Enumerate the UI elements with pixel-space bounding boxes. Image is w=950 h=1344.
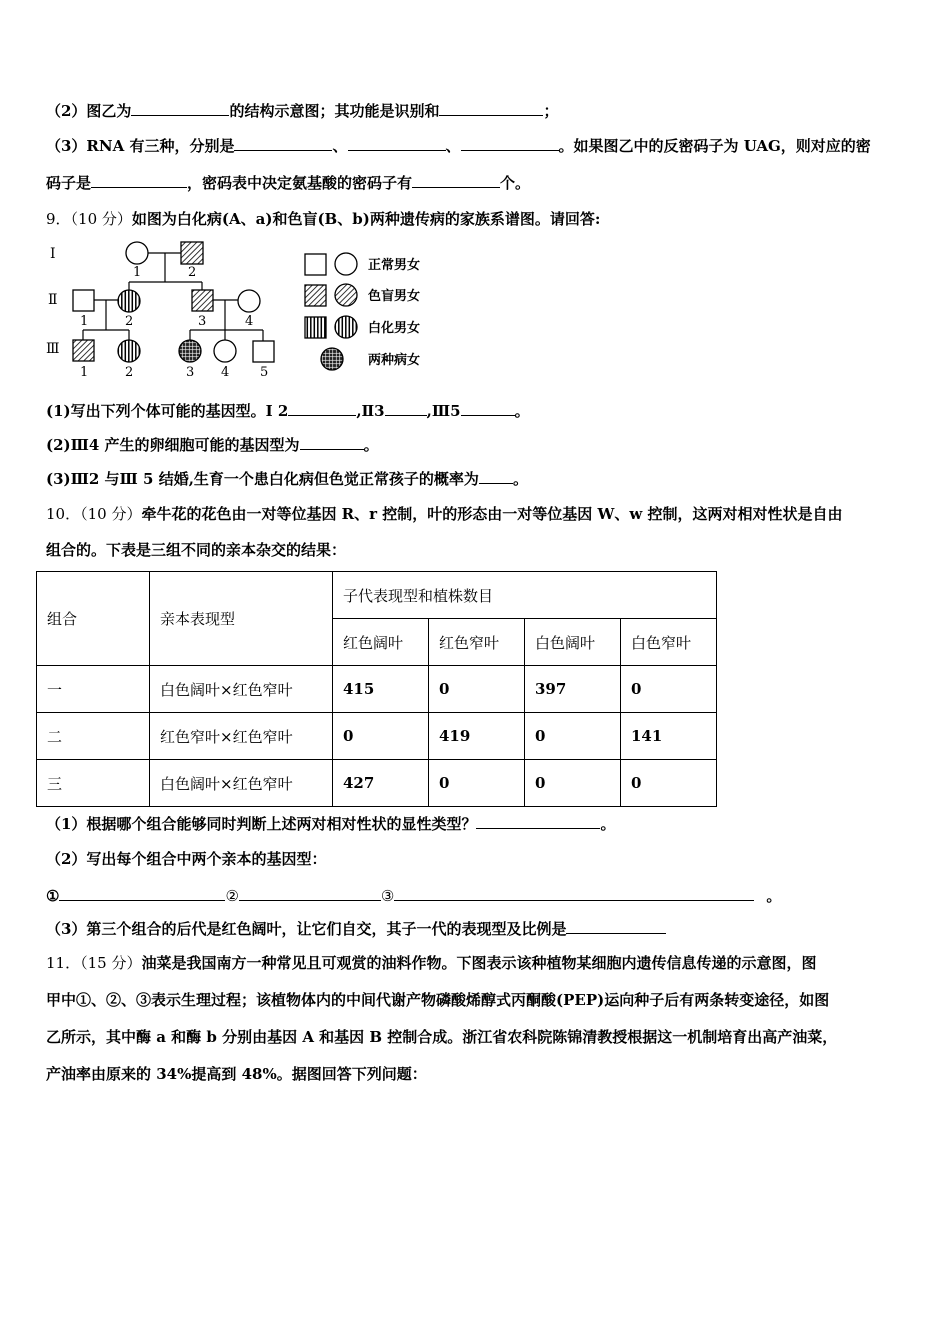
cell-value: 397	[525, 666, 621, 713]
cell-group: 二	[37, 713, 150, 760]
q8-part2: （2）图乙为 的结构示意图；其功能是识别和 ；	[46, 102, 559, 120]
answer-blank[interactable]	[234, 136, 332, 151]
header-offspring: 子代表现型和植株数目	[333, 572, 717, 619]
III4-normal-female	[214, 340, 236, 362]
III1-number: 1	[80, 365, 89, 380]
answer-blank[interactable]	[566, 919, 666, 934]
q10-sub1: （1）根据哪个组合能够同时判断上述两对相对性状的显性类型？ 。	[46, 815, 616, 833]
q11-line-4: 产油率由原来的 34%提高到 48%。据图回答下列问题：	[46, 1065, 427, 1083]
I2-colorblind-male	[181, 242, 203, 264]
II3-number: 3	[198, 314, 207, 329]
answer-blank[interactable]	[476, 814, 600, 829]
q10-stem-2: 组合的。下表是三组不同的亲本杂交的结果：	[46, 541, 347, 559]
gen-label-I: Ⅰ	[50, 246, 56, 262]
legend-normal-label: 正常男女	[368, 258, 421, 273]
cell-value: 0	[525, 760, 621, 807]
legend-albino-female	[335, 316, 357, 338]
answer-blank[interactable]	[461, 136, 559, 151]
cell-value: 0	[525, 713, 621, 760]
answer-blank[interactable]	[288, 401, 356, 416]
q11-line-1: 11．（15 分）油菜是我国南方一种常见且可观赏的油料作物。下图表示该种植物某细胞内遗传信息传递的示意图，图	[46, 954, 817, 972]
gen-label-III: Ⅲ	[46, 341, 60, 357]
q10-sub2: （2）写出每个组合中两个亲本的基因型：	[46, 850, 327, 868]
legend-albino-label: 白化男女	[368, 321, 421, 336]
II2-number: 2	[125, 314, 134, 329]
pedigree-lines	[83, 253, 263, 341]
cell-group: 三	[37, 760, 150, 807]
cell-parent: 白色阔叶×红色窄叶	[150, 666, 333, 713]
answer-blank[interactable]	[394, 886, 754, 901]
answer-blank[interactable]	[461, 401, 515, 416]
II1-number: 1	[80, 314, 89, 329]
legend-normal-female	[335, 253, 357, 275]
II4-number: 4	[245, 314, 254, 329]
cell-parent: 红色窄叶×红色窄叶	[150, 713, 333, 760]
header-red-narrow: 红色窄叶	[429, 619, 525, 666]
cell-value: 141	[621, 713, 717, 760]
II1-normal-male	[73, 290, 94, 311]
III4-number: 4	[221, 365, 230, 380]
header-white-narrow: 白色窄叶	[621, 619, 717, 666]
header-group: 组合	[37, 572, 150, 666]
legend-both-female	[321, 348, 343, 370]
answer-blank[interactable]	[59, 886, 225, 901]
answer-blank[interactable]	[91, 173, 187, 188]
q9-sub2: (2)Ⅲ4 产生的卵细胞可能的基因型为 。	[46, 436, 379, 454]
cell-value: 415	[333, 666, 429, 713]
cell-value: 0	[429, 760, 525, 807]
table-row	[37, 666, 717, 713]
q9-stem: 9．（10 分）如图为白化病(A、a)和色盲(B、b)两种遗传病的家族系谱图。请回答:	[46, 210, 601, 228]
q9-sub1: (1)写出下列个体可能的基因型。Ⅰ 2 ,Ⅱ3 ,Ⅲ5 。	[46, 402, 530, 420]
answer-blank[interactable]	[412, 173, 500, 188]
q11-line-3: 乙所示，其中酶 a 和酶 b 分别由基因 A 和基因 B 控制合成。浙江省农科院陈锦清教授根据这一机制培育出高产油菜，	[46, 1028, 838, 1046]
pedigree-chart	[44, 236, 444, 386]
III5-number: 5	[260, 365, 269, 380]
header-white-broad: 白色阔叶	[525, 619, 621, 666]
I1-number: 1	[133, 265, 142, 280]
header-red-broad: 红色阔叶	[333, 619, 429, 666]
III2-albino-female	[118, 340, 140, 362]
answer-blank[interactable]	[385, 401, 427, 416]
answer-blank[interactable]	[479, 469, 513, 484]
q11-line-2: 甲中①、②、③表示生理过程；该植物体内的中间代谢产物磷酸烯醇式丙酮酸(PEP)运向种子后有两条转变途径，如图	[46, 991, 830, 1009]
II4-normal-female	[238, 290, 260, 312]
cell-value: 0	[621, 666, 717, 713]
header-parent: 亲本表现型	[150, 572, 333, 666]
legend-both-label: 两种病女	[368, 353, 421, 368]
cell-value: 0	[621, 760, 717, 807]
I1-normal-female	[126, 242, 148, 264]
III2-number: 2	[125, 365, 134, 380]
table-row	[37, 713, 717, 760]
III1-colorblind-male	[73, 340, 94, 361]
answer-blank[interactable]	[131, 101, 229, 116]
III3-both-diseases-female	[179, 340, 201, 362]
legend-colorblind-male	[305, 285, 326, 306]
legend-normal-male	[305, 254, 326, 275]
cell-group: 一	[37, 666, 150, 713]
q10-stem-1: 10．（10 分）牵牛花的花色由一对等位基因 R、r 控制，叶的形态由一对等位基因 W、w 控制，这两对相对性状是自由	[46, 505, 843, 523]
cell-value: 0	[429, 666, 525, 713]
legend-albino-male	[305, 317, 326, 338]
table-row	[37, 760, 717, 807]
cell-value: 0	[333, 713, 429, 760]
q10-sub3: （3）第三个组合的后代是红色阔叶，让它们自交，其子一代的表现型及比例是	[46, 919, 666, 939]
answer-blank[interactable]	[239, 886, 381, 901]
gen-label-II: Ⅱ	[48, 292, 58, 308]
II3-colorblind-male	[192, 290, 213, 311]
II2-albino-female	[118, 290, 140, 312]
III5-normal-male	[253, 341, 274, 362]
cross-results-table	[36, 571, 717, 807]
q8-part3b: 码子是 ，密码表中决定氨基酸的密码子有 个。	[46, 174, 531, 192]
q8-part3: （3）RNA 有三种，分别是 、 、 。如果图乙中的反密码子为 UAG，则对应的密	[46, 137, 871, 155]
cell-parent: 白色阔叶×红色窄叶	[150, 760, 333, 807]
q9-sub3: (3)Ⅲ2 与Ⅲ 5 结婚,生育一个患白化病但色觉正常孩子的概率为 。	[46, 470, 528, 488]
cell-value: 419	[429, 713, 525, 760]
answer-blank[interactable]	[300, 435, 364, 450]
legend-colorblind-label: 色盲男女	[368, 289, 421, 304]
legend-colorblind-female	[335, 284, 357, 306]
q10-sub2-blanks: ① ② ③ 。	[46, 887, 782, 905]
cell-value: 427	[333, 760, 429, 807]
III3-number: 3	[186, 365, 195, 380]
answer-blank[interactable]	[439, 101, 543, 116]
I2-number: 2	[188, 265, 197, 280]
answer-blank[interactable]	[348, 136, 446, 151]
